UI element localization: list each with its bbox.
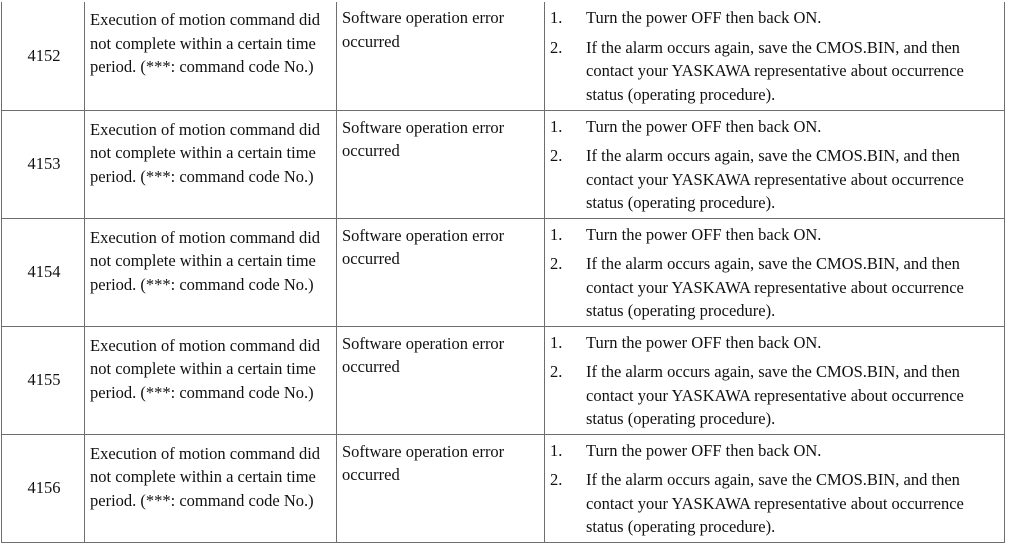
alarm-description: Execution of motion command did not complete within a certain time period. (***: command code No.) [85, 434, 337, 542]
step-number: 2. [550, 470, 563, 489]
step-number: 1. [550, 8, 563, 27]
step-text: Turn the power OFF then back ON. [586, 8, 822, 27]
remedy-step [550, 115, 998, 139]
step-text: If the alarm occurs again, save the CMOS.BIN, and then contact your YASKAWA representative about occurrence status (operating procedure). [586, 146, 964, 212]
remedy-step [550, 439, 998, 463]
alarm-description: Execution of motion command did not complete within a certain time period. (***: command code No.) [85, 218, 337, 326]
remedy-step [550, 36, 998, 107]
remedy-step [550, 6, 998, 30]
alarm-remedy [545, 218, 1005, 326]
alarm-code: 4156 [27, 478, 61, 498]
alarm-code-cell [2, 326, 85, 434]
alarm-code-cell [2, 110, 85, 218]
step-number: 2. [550, 362, 563, 381]
alarm-code: 4154 [27, 262, 61, 282]
alarm-cause: Software operation error occurred [337, 434, 545, 542]
alarm-code-cell [2, 434, 85, 542]
step-text: Turn the power OFF then back ON. [586, 332, 822, 352]
alarm-cause: Software operation error occurred [337, 218, 545, 326]
alarm-remedy [545, 434, 1005, 542]
alarm-cause: Software operation error occurred [337, 110, 545, 218]
alarm-remedy [545, 110, 1005, 218]
step-number: 2. [550, 254, 563, 273]
remedy-step [550, 468, 998, 539]
alarm-code-cell [2, 218, 85, 326]
alarm-cause: Software operation error occurred [337, 326, 545, 434]
alarm-table [1, 2, 1005, 543]
step-text: Turn the power OFF then back ON. [586, 440, 822, 460]
alarm-code: 4155 [27, 370, 61, 390]
step-text: If the alarm occurs again, save the CMOS.BIN, and then contact your YASKAWA representative about occurrence status (operating procedure). [586, 470, 964, 536]
step-number: 2. [550, 146, 563, 165]
step-text: If the alarm occurs again, save the CMOS.BIN, and then contact your YASKAWA representative about occurrence status (operating procedure). [586, 254, 964, 320]
table-row [2, 110, 1005, 218]
remedy-step [550, 331, 998, 355]
step-number: 1. [550, 440, 563, 460]
remedy-step [550, 223, 998, 247]
alarm-cause: Software operation error occurred [337, 2, 545, 110]
step-text: If the alarm occurs again, save the CMOS.BIN, and then contact your YASKAWA representative about occurrence status (operating procedure). [586, 37, 964, 104]
remedy-step [550, 144, 998, 215]
alarm-description: Execution of motion command did not complete within a certain time period. (***: command code No.) [85, 326, 337, 434]
remedy-step [550, 360, 998, 431]
step-number: 1. [550, 332, 563, 352]
alarm-code-cell [2, 2, 85, 110]
table-row [2, 2, 1005, 110]
alarm-code: 4152 [27, 46, 61, 65]
step-text: If the alarm occurs again, save the CMOS.BIN, and then contact your YASKAWA representative about occurrence status (operating procedure). [586, 362, 964, 428]
step-number: 1. [550, 116, 563, 136]
remedy-step [550, 252, 998, 323]
table-row [2, 434, 1005, 542]
alarm-remedy [545, 326, 1005, 434]
table-row [2, 326, 1005, 434]
table-row [2, 218, 1005, 326]
alarm-description: Execution of motion command did not complete within a certain time period. (***: command code No.) [85, 110, 337, 218]
step-text: Turn the power OFF then back ON. [586, 116, 822, 136]
step-number: 1. [550, 224, 563, 244]
step-number: 2. [550, 37, 563, 57]
step-text: Turn the power OFF then back ON. [586, 224, 822, 244]
alarm-description: Execution of motion command did not complete within a certain time period. (***: command code No.) [85, 2, 337, 110]
alarm-remedy [545, 2, 1005, 110]
alarm-code: 4153 [27, 154, 61, 174]
